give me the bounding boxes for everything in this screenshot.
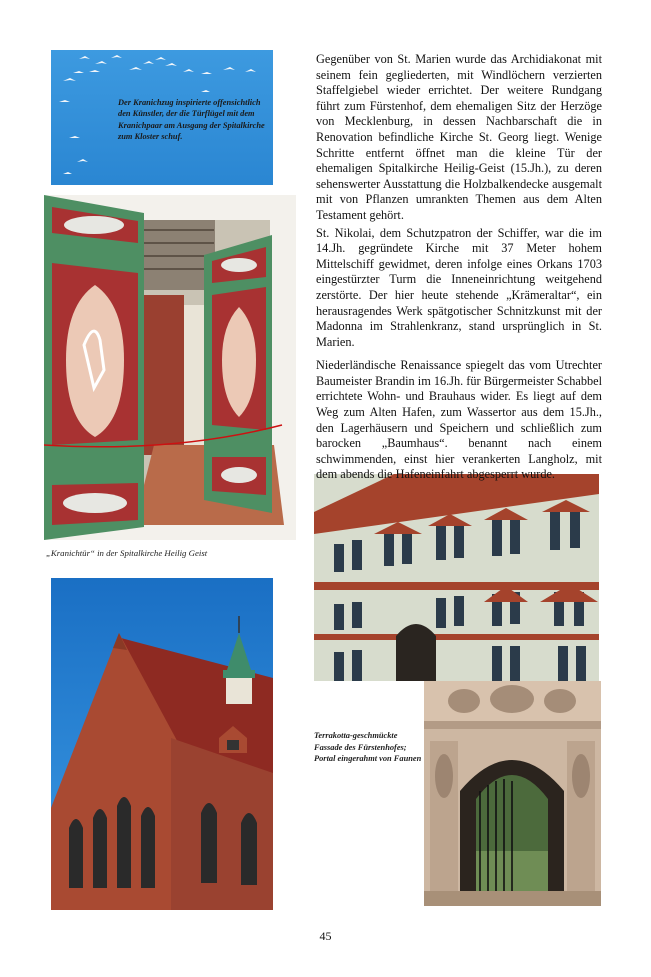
church-illustration [51,578,273,910]
door-photo-caption: „Kranichtür“ in der Spitalkirche Heilig Geist [46,548,208,558]
crane-door-illustration [44,195,296,540]
page-number: 45 [319,929,332,943]
fuerstenhof-facade-photo [314,474,599,681]
paragraph-archidiakonat: Gegenüber von St. Marien wurde das Archidiakonat mit seinem fein gegliederten, mit Windlöchern verzierten Staffelgiebel wieder errichtet. Der weitere Rundgang führt zum Fürstenhof, dem ehemaligen Sitz der Herzöge von Mecklenburg, in dessen Nachbarschaft die in Renovation befindliche Kirche St. Georg liegt. Wenige Schritte entfernt öffnet man die kleine Tür der ehemaligen Spitalkirche Heilig-Geist (15.Jh.), zu deren sehenswerter Ausstattung die Holzbalkendecke ausgemalt mit von Pflanzen umrankten Themen aus dem Alten Testament gehört. [316,52,602,222]
paragraph-st-nikolai: St. Nikolai, dem Schutzpatron der Schiffer, war die im 14.Jh. gegründete Kirche mit 37 Meter hohem Mittelschiff gewidmet, deren infolge eines Orkans 1703 eingestürzter Turm die Inneneinrichtung weitgehend zerstörte. Der hier heute stehende „Krämeraltar“, ein herausragendes Werk spätgotischer Schnitzkunst mit der Madonna im Strahlenkranz, stand ursprünglich in St. Marien. [316,225,602,349]
paragraph-renaissance: Niederländische Renaissance spiegelt das vom Utrechter Baumeister Brandin im 16.Jh. für Bürgermeister Schabbel errichtete Wohn- und Brauhaus wider. Es liegt auf dem Weg zum Alten Hafen, zum Wassertor aus dem 15.Jh., den Lagerhäusern und Speichern und schließlich zum barocken „Baumhaus“. benannt nach einem schwimmenden, einst hier verankerten Langholz, mit dem abends die Hafeneinfahrt abgesperrt wurde. [316,358,602,482]
crane-photo-caption: Der Kranichzug inspirierte offensichtlich den Künstler, der die Türflügel mit dem Kranichpaar am Ausgang der Spitalkirche zum Kloster schuf. [118,98,265,142]
crane-door-photo [44,195,296,540]
facade-photo-caption: Terrakotta-geschmückte Fassade des Fürstenhofes; Portal eingerahmt von Faunen [314,731,422,764]
body-text-column [316,52,602,491]
faun-portal-photo [424,681,601,906]
church-photo [51,578,273,910]
facade-illustration [314,474,599,681]
portal-illustration [424,681,601,906]
